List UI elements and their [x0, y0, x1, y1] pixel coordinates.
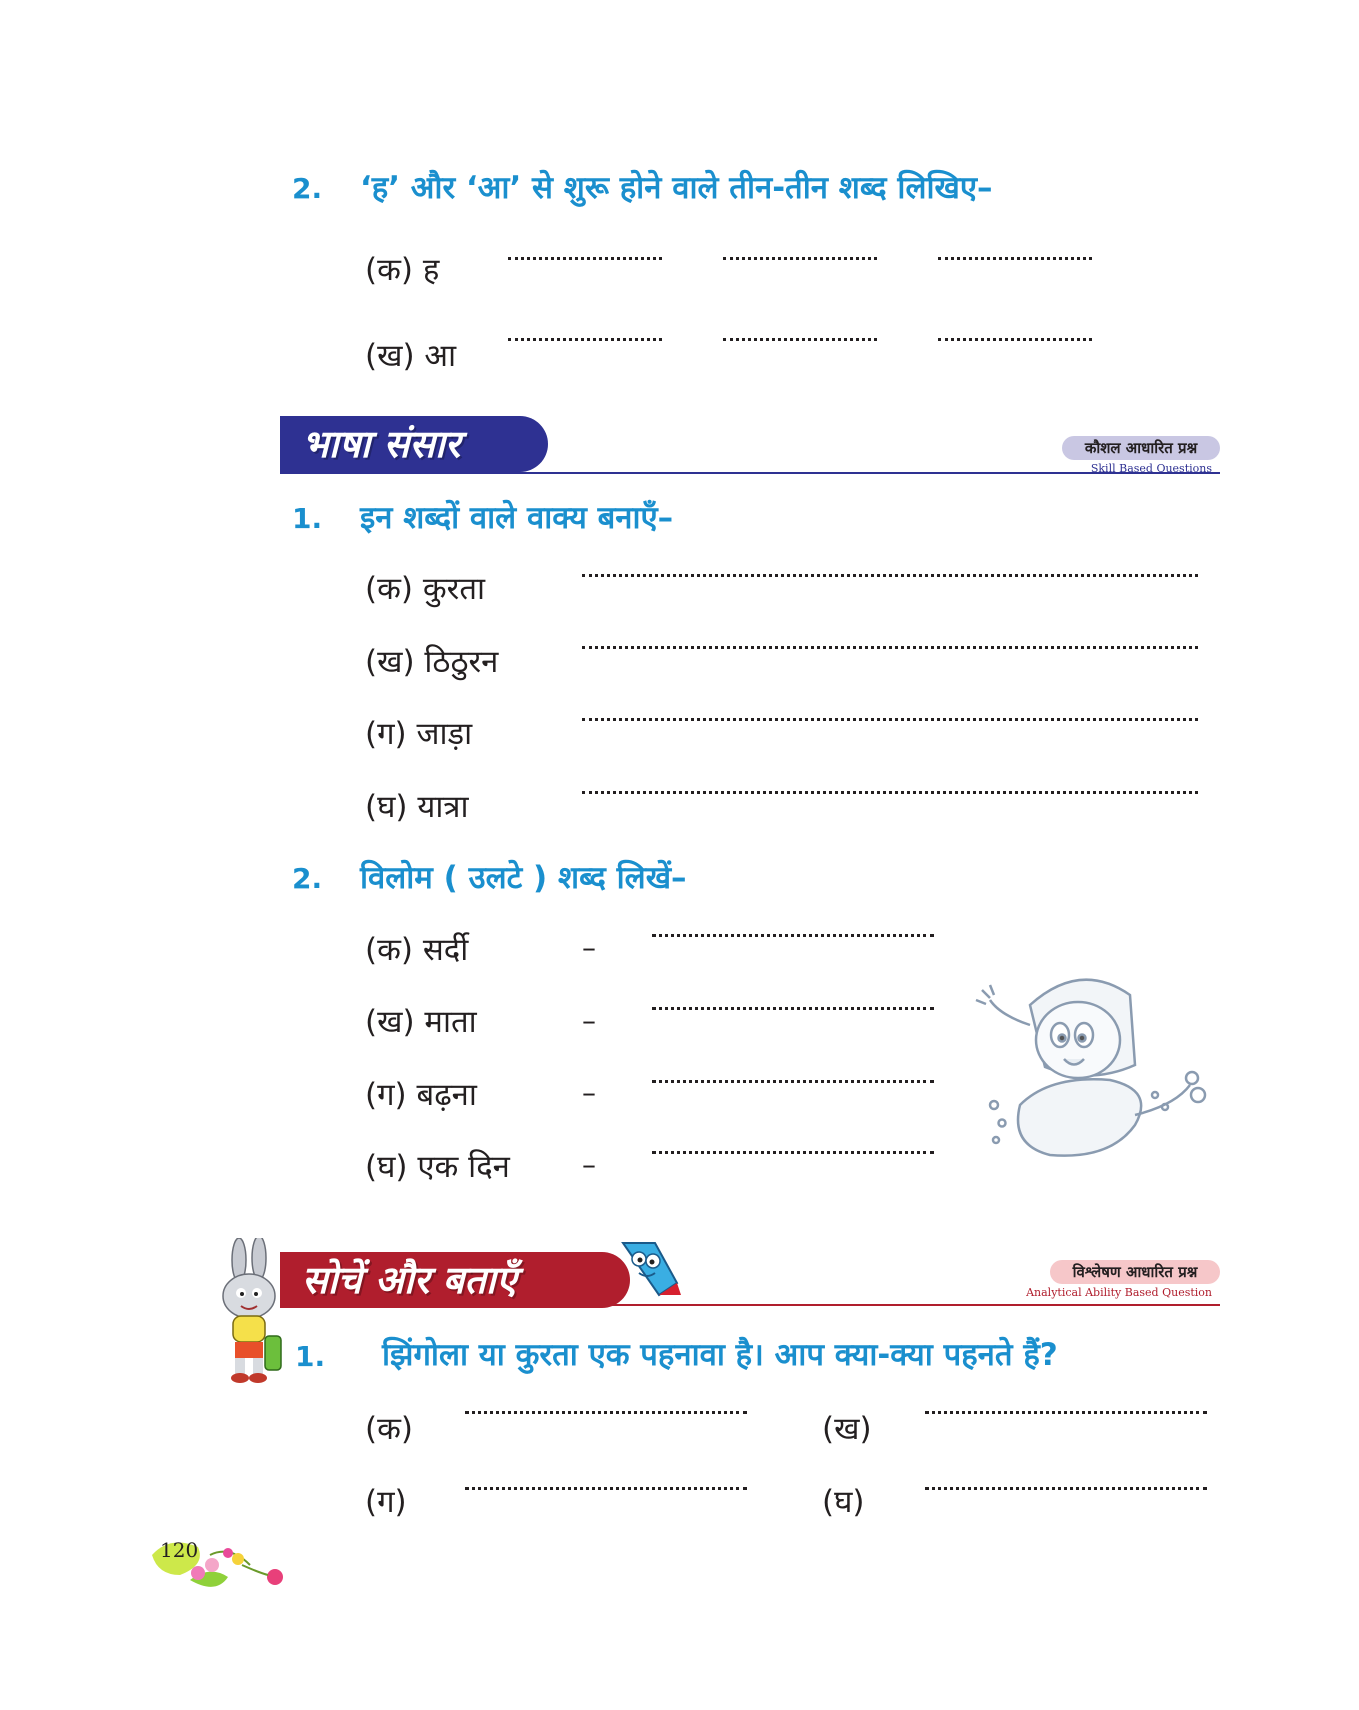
rabbit-mascot	[207, 1238, 297, 1388]
pencil-mascot-icon	[615, 1237, 687, 1303]
answer-blank[interactable]	[925, 1411, 1207, 1414]
question-number: 1.	[292, 502, 323, 535]
dash: –	[582, 1148, 596, 1181]
answer-blank[interactable]	[508, 257, 662, 260]
answer-label: (ग)	[365, 1484, 407, 1520]
dash: –	[582, 1076, 596, 1109]
answer-label: (ग) जाड़ा	[365, 716, 473, 752]
section-banner: सोचें और बताएँ	[280, 1252, 630, 1308]
question-number: 2.	[292, 172, 323, 205]
answer-label: (ख) ठिठुरन	[365, 644, 499, 680]
answer-blank[interactable]	[723, 338, 877, 341]
answer-label: (क) सर्दी	[365, 932, 469, 968]
dash: –	[582, 931, 596, 964]
answer-label: (घ) यात्रा	[365, 789, 469, 825]
question-number: 1.	[295, 1340, 326, 1373]
answer-label: (क) कुरता	[365, 571, 486, 607]
genie-illustration	[960, 955, 1215, 1170]
question-text: झिंगोला या कुरता एक पहनावा है। आप क्या-क्या पहनते हैं?	[382, 1337, 1058, 1373]
question-text: विलोम ( उलटे ) शब्द लिखें–	[360, 860, 687, 896]
answer-label: (क) ह	[365, 252, 440, 288]
answer-label: (घ) एक दिन	[365, 1149, 510, 1185]
analytical-tag-subtitle: Analytical Ability Based Question	[1026, 1286, 1212, 1299]
answer-label: (ख)	[822, 1411, 872, 1447]
answer-blank[interactable]	[508, 338, 662, 341]
page-number: 120	[160, 1538, 199, 1562]
answer-blank[interactable]	[652, 1151, 934, 1154]
answer-blank[interactable]	[582, 718, 1198, 721]
answer-blank[interactable]	[465, 1411, 747, 1414]
skill-tag: कौशल आधारित प्रश्न	[1062, 436, 1220, 460]
section-rule	[280, 1304, 1220, 1306]
answer-label: (क)	[365, 1411, 413, 1447]
answer-label: (घ)	[822, 1484, 865, 1520]
dash: –	[582, 1004, 596, 1037]
answer-label: (ग) बढ़ना	[365, 1077, 477, 1113]
skill-tag-subtitle: Skill Based Questions	[1090, 462, 1212, 475]
answer-blank[interactable]	[582, 574, 1198, 577]
question-text: इन शब्दों वाले वाक्य बनाएँ–	[360, 500, 674, 536]
answer-label: (ख) आ	[365, 338, 457, 374]
answer-label: (ख) माता	[365, 1004, 477, 1040]
answer-blank[interactable]	[652, 1007, 934, 1010]
answer-blank[interactable]	[465, 1487, 747, 1490]
answer-blank[interactable]	[938, 338, 1092, 341]
answer-blank[interactable]	[925, 1487, 1207, 1490]
answer-blank[interactable]	[938, 257, 1092, 260]
question-text: ‘ह’ और ‘आ’ से शुरू होने वाले तीन-तीन शब्द लिखिए–	[360, 170, 993, 206]
answer-blank[interactable]	[652, 934, 934, 937]
analytical-tag: विश्लेषण आधारित प्रश्न	[1050, 1260, 1220, 1284]
section-banner: भाषा संसार	[280, 416, 548, 472]
answer-blank[interactable]	[582, 791, 1198, 794]
answer-blank[interactable]	[723, 257, 877, 260]
answer-blank[interactable]	[652, 1080, 934, 1083]
question-number: 2.	[292, 862, 323, 895]
answer-blank[interactable]	[582, 646, 1198, 649]
